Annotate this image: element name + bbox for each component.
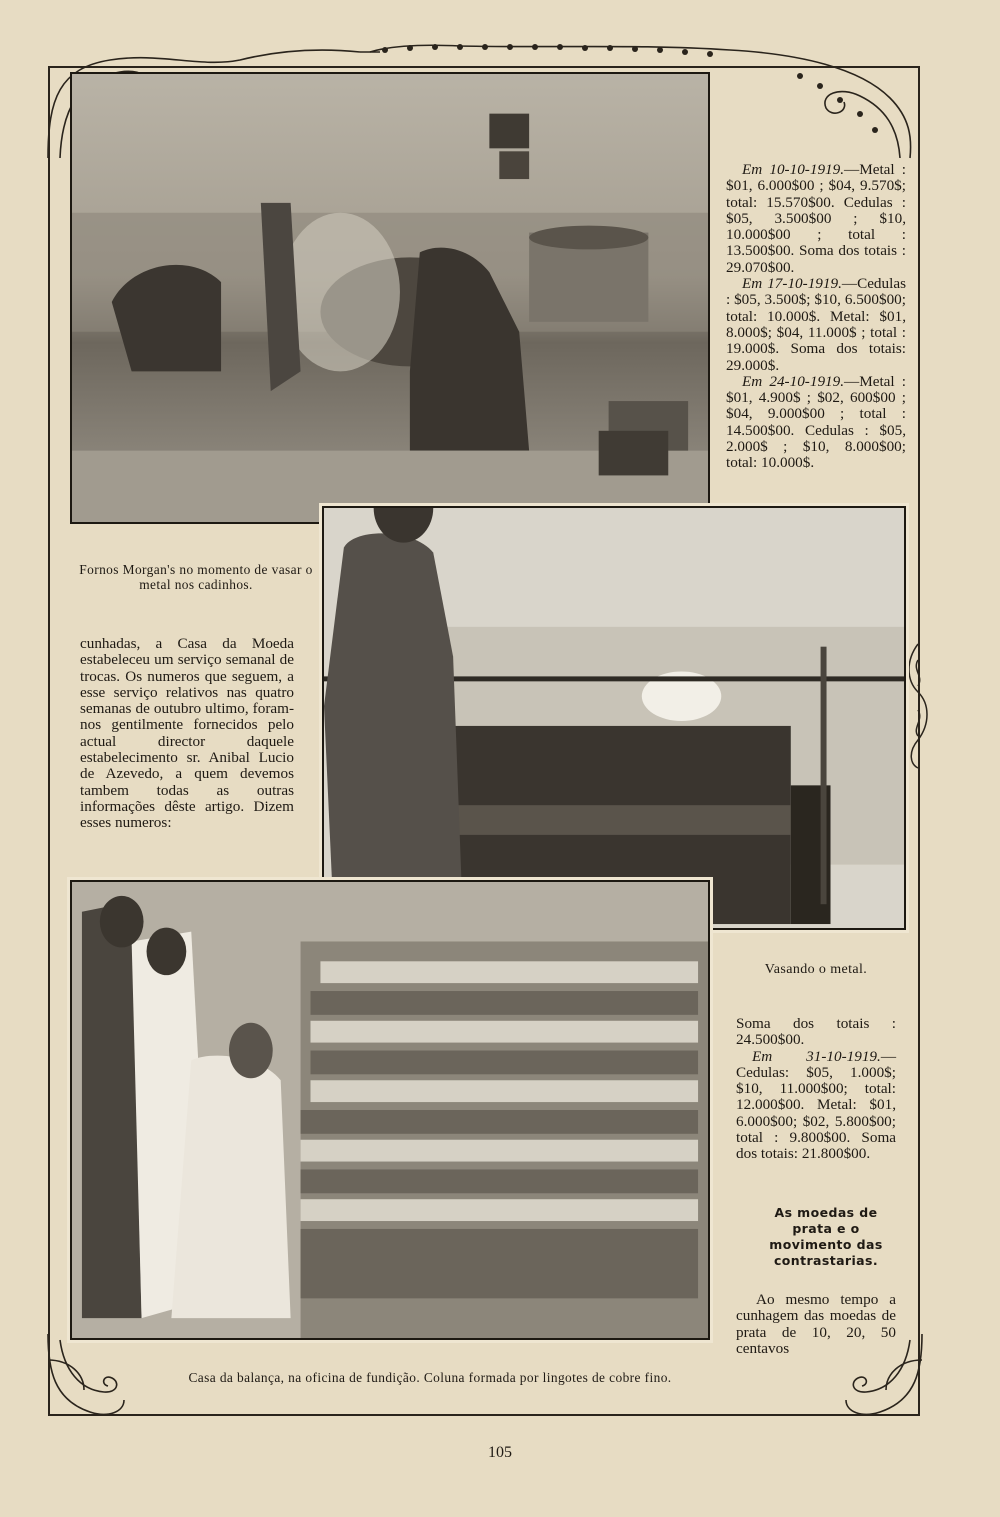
- text-10-10: —Metal : $01, 6.000$00 ; $04, 9.570$; total: 15.570$00. Cedulas : $05, 3.500$00 ; $10, 10.000$00 ; total : 13.500$00. Soma dos totais : 29.070$00.: [726, 161, 906, 276]
- paragraph-24-10: [726, 374, 906, 472]
- paragraph-17-10: [726, 276, 906, 374]
- paragraph-cunhagem: Ao mesmo tempo a cunhagem das moedas de prata de 10, 20, 50 centavos: [736, 1291, 896, 1357]
- caption-pouring: Vasando o metal.: [764, 962, 868, 977]
- section-heading: As moedas de prata e o movimento das contrastarias.: [769, 1205, 883, 1268]
- text-24-10: —Metal : $01, 4.900$ ; $02, 600$00 ; $04, 9.000$00 ; total : 14.500$00. Cedulas : $05, 2.000$ ; $10, 8.000$00; total: 10.000$.: [726, 372, 906, 472]
- date-17-10: Em 17-10-1919.: [742, 275, 842, 293]
- text-31-10: —Cedulas: $05, 1.000$; $10, 11.000$00; total: 12.000$00. Metal: $01, 6.000$00; $02, 5.800$00; total : 9.800$00. Soma dos totais: 21.800$00.: [736, 1047, 896, 1163]
- photo-furnaces: [70, 72, 710, 524]
- text-17-10: —Cedulas : $05, 3.500$; $10, 6.500$00; total: 10.000$. Metal: $01, 8.000$; $04, 11.000$ ; total : 19.000$. Soma dos totais: 29.000$.: [726, 275, 906, 374]
- photo-pouring-metal: [322, 506, 906, 930]
- page-number: 105: [488, 1444, 512, 1461]
- date-31-10: Em 31-10-1919.: [752, 1047, 881, 1065]
- photo-scales-room: [70, 880, 710, 1340]
- paragraph-10-10: [726, 162, 906, 276]
- date-10-10: Em 10-10-1919.: [742, 161, 845, 178]
- paragraph-31-10: [736, 1049, 896, 1163]
- left-paragraph: cunhadas, a Casa da Moeda estabeleceu um serviço semanal de trocas. Os numeros que seguem, a esse serviço relativos nas quatro semanas de outubro ultimo, foram-nos gentilmente fornecidos pelo actual director daquele estabelecimento sr. Anibal Lucio de Azevedo, a quem devemos tambem todas as outras informações dêste artigo. Dizem esses numeros:: [80, 635, 294, 832]
- caption-furnaces: Fornos Morgan's no momento de vasar o metal nos cadinhos.: [79, 562, 313, 592]
- side-ornament: [902, 640, 934, 770]
- caption-scales: Casa da balança, na oficina de fundição. Coluna formada por lingotes de cobre fino.: [188, 1370, 672, 1385]
- left-column-text: [80, 636, 294, 832]
- paragraph-soma-24: Soma dos totais : 24.500$00.: [736, 1015, 896, 1049]
- bottom-left-ornament: [40, 1330, 130, 1420]
- right-column-final-text: [736, 1292, 896, 1357]
- right-column-top-text: [726, 162, 906, 472]
- date-24-10: Em 24-10-1919.: [742, 372, 845, 390]
- right-column-bottom-text: [736, 1016, 896, 1163]
